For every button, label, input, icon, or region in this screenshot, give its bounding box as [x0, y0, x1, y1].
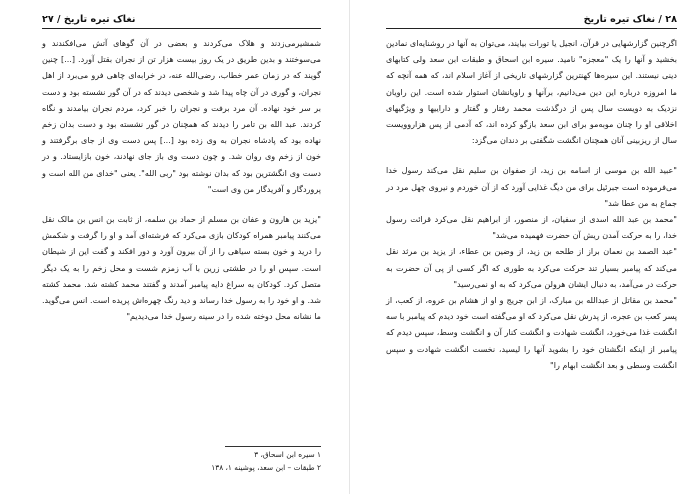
right-paragraph-2: "عبید الله بن موسی از اسامه بن زید، از صفوان بن سلیم نقل می‌کند رسول خدا می‌فرموده است جبرئیل برای من دیگ غذایی آورد که از آن خوردم و نیروی چهل مرد در جماع به من عطا شد": [386, 166, 677, 208]
page-header-right: ۲۸ / نغاک تیره تاریخ: [386, 14, 677, 29]
left-paragraph-1: شمشیرمی‌زدند و هلاک می‌کردند و بعضی در آن گوهای آتش می‌افکندند و می‌سوختند و بدین طریق در یک روز بیست هزار تن از نجران بقتل آورد. [...] چنین گویند که در زمان عمر خطاب، رضی‌الله عنه، در خرابه‌ای چاهی فرو می‌برد از اهل نجران، و گوری در آن چاه پیدا شد و شخصی دیدند که در آن گور نشسته بود و دست بر سر خود نهاده. آن مرد برفت و نجران را خبر کرد، مردم نجران بیامدند و نگاه کردند. عبد الله بن تامر را دیدند که همچنان در گور نشسته بود و دست بدان زخم نهاده بود که پادشاه نجران به وی زده بود [...] پس دست وی از جای برگرفتند و خون از زخم وی روان شد. و چون دست وی باز جای نهادند، خون بازایستاد. و در دست وی انگشترین بود که بدان نوشته بود "ربی الله". یعنی "خدای من الله است و پروردگار و آفریدگار من وی است": [42, 39, 321, 194]
right-page: [350, 0, 699, 494]
right-paragraph-1: اگرچنین گزارشهایی در قرآن، انجیل یا تورات بیایند، می‌توان به آنها در روشنایه‌ای نمادین بخشید و آنها را یک "معجزه" نامید. سیره ابن اسحاق و طبقات ابن سعد ولی کتابهای دینی نیستند. این سیره‌ها کهنترین گزارشهای تاریخی از آغاز اسلام اند، که همه آنچه که ما امروزه درباره این دین می‌دانیم، برآنها و راویانشان استوار شده است. این راویان نزدیک به دویست سال پس از درگذشت محمد رفتار و گفتار و داراییها و ویژگیهای اخلاقی او را چنان موبه‌مو برای ابن سعد بازگو کرده اند، که آدمی از پس هزاروویست سال از ریزبینی آنان همچنان انگشت شگفتی بر دندان می‌گزد:: [386, 39, 677, 146]
left-page-body: [42, 36, 321, 436]
left-paragraph-2: "یزید بن هارون و عفان بن مسلم از حماد بن سلمه، از ثابت بن انس بن مالک نقل می‌کنند پیامبر همراه کودکان بازی می‌کرد که فرشته‌ای آمد و او را گرفت و شکمش را درید و خون بسته سیاهی را از آن بیرون آورد و دور افکند و گفت این از شیطان است. سپس او را در طشتی زرین با آب زمزم شست و محل زخم را به یک دیگر متصل کرد. کودکان به سراغ دایه پیامبر آمدند و گفتند محمد کشته شد. محمد کشته شد. و او خود را به رسول خدا رساند و دید رنگ چهره‌اش پریده است. انس می‌گوید. ما نشانه محل دوخته شده را در سینه رسول خدا می‌دیدیم": [42, 215, 321, 322]
right-paragraph-3: "محمد بن عبد الله اسدی از سفیان، از منصور، از ابراهیم نقل می‌کرد قرائت رسول خدا، را به حرکت آمدن ریش آن حضرت فهمیده می‌شد": [386, 215, 677, 241]
footnote-2: ۲ طبقات – ابن سعد، پوشینه ۱، ۱۳۸: [211, 462, 321, 472]
footnote-separator: [225, 446, 321, 447]
right-paragraph-4: "عبد الصمد بن نعمان براز از طلحه بن زید، از وضین بن عطاء، از یزید بن مرثد نقل می‌کند که پیامبر بسیار تند حرکت می‌کرد به طوری که اگر کسی از پی آن حضرت به حرکت در می‌آمد، به دنبال ایشان هرولن می‌کرد که به او نمی‌رسید": [386, 247, 677, 289]
right-paragraph-5: "محمد بن مقاتل از عبدالله بن مبارک، از ابن جریج و او از هشام بن عروه، از کعب، از پسر کعب بن عجره، از پدرش نقل می‌کرد که او می‌گفته است خود دیدم که پیامبر با سه انگشت غذا می‌خورد، انگشت شهادت و انگشت کنار آن و انگشت وسط، سپس دیدم که پیامبر از اینکه انگشتان خود را بشوید آنها را لیسید، نخست انگشت شهادت و سپس انگشت وسطی و بعد انگشت ابهام را": [386, 296, 677, 370]
page-header-left: نغاک تیره تاریخ / ۲۷: [42, 14, 321, 29]
left-page: [0, 0, 349, 494]
footnote-1: ۱ سیره ابن اسحاق، ۳: [254, 450, 321, 459]
